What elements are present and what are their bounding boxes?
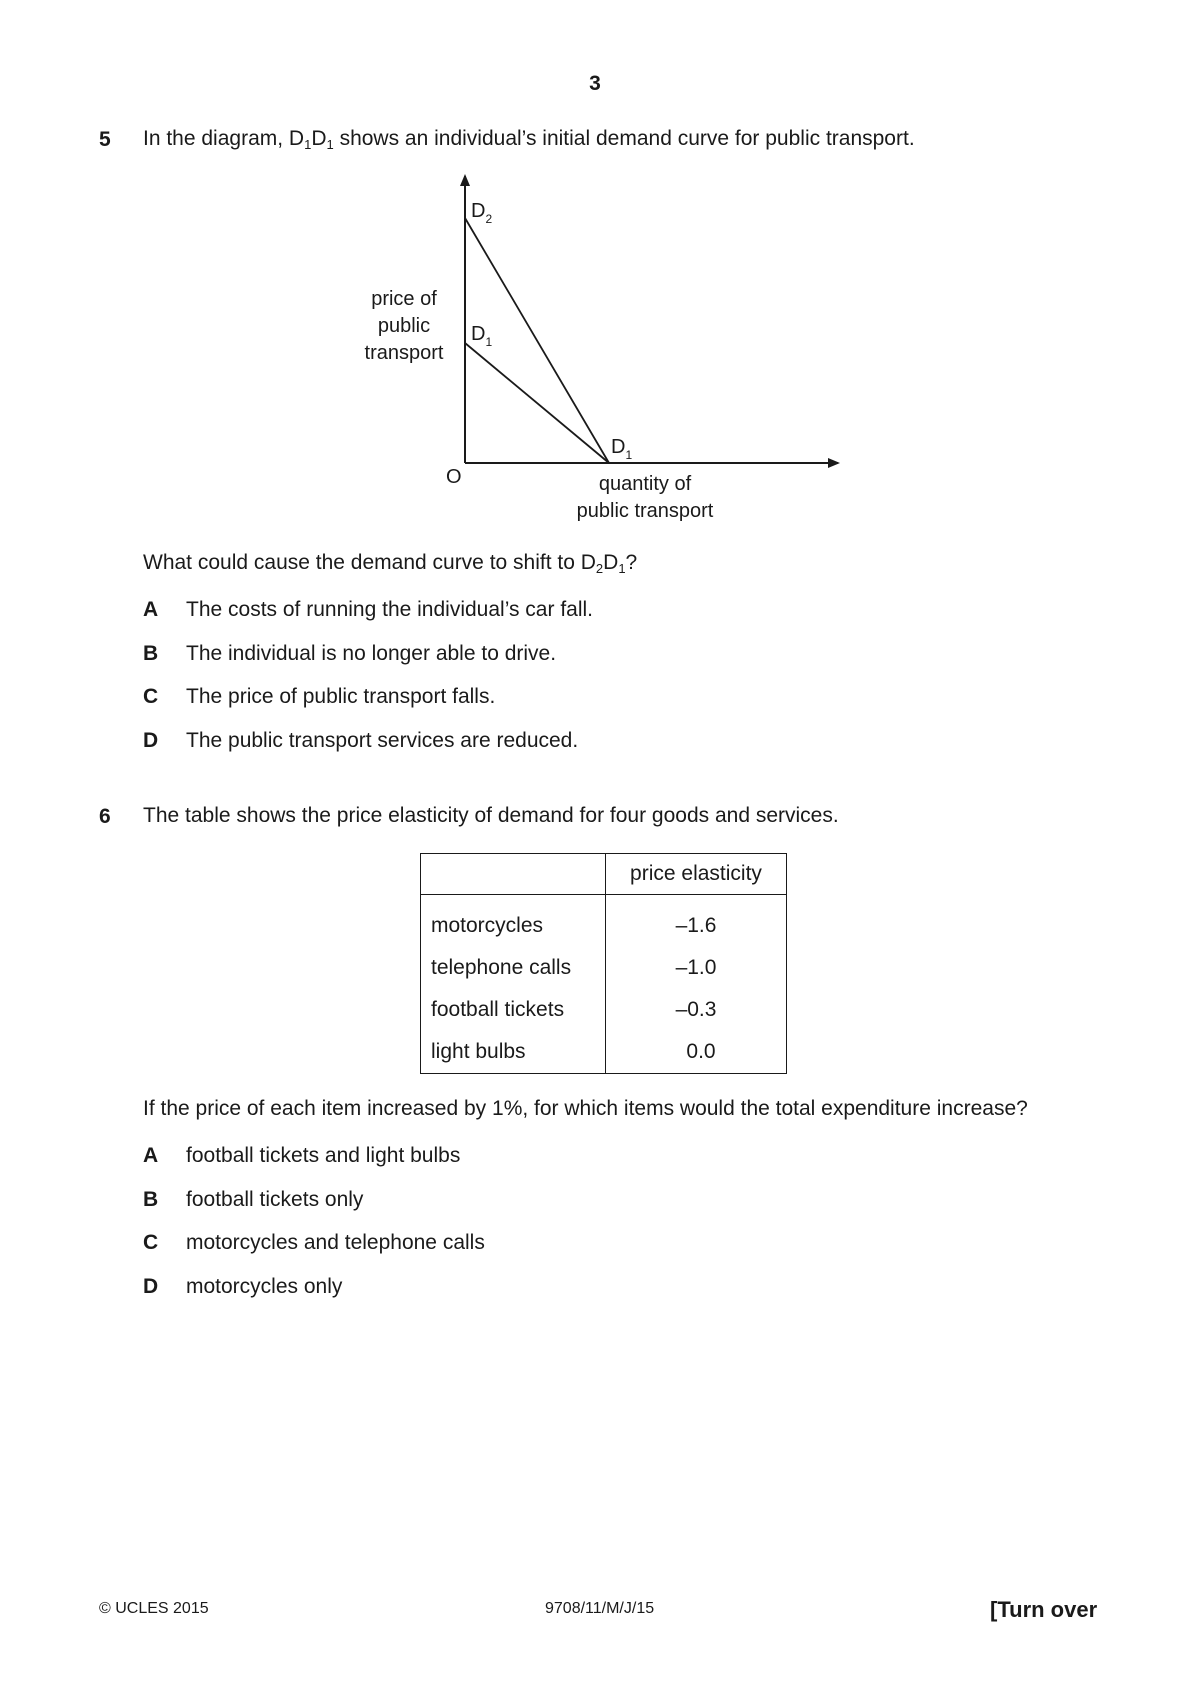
price-axis-label-line-2: public (377, 315, 431, 337)
quantity-axis-label-line-1: quantity of (598, 473, 692, 495)
table-row (421, 989, 787, 1031)
table-header-blank (421, 854, 606, 895)
table-header-row (421, 854, 787, 895)
label-d2: $D_2$ (471, 200, 493, 226)
demand-diagram (0, 0, 1190, 540)
table-cell-value: –1.6 (606, 895, 787, 948)
page-number: 3 (589, 72, 601, 95)
question-5-prompt: What could cause the demand curve to shift to $D_2D_1$? (143, 551, 638, 576)
question-5-number: 5 (99, 128, 111, 151)
table-cell-value: –1.0 (606, 947, 787, 989)
footer-paper-code: 9708/11/M/J/15 (545, 1600, 655, 1617)
table-row (421, 895, 787, 948)
quantity-axis-label-line-2: public transport (576, 500, 714, 522)
turn-over-label: [Turn over (990, 1597, 1098, 1622)
elasticity-table (420, 853, 787, 1074)
price-axis-label-line-1: price of (371, 288, 437, 310)
table-cell-item: telephone calls (421, 947, 606, 989)
label-d1-top: $D_1$ (471, 323, 493, 349)
table-cell-item: football tickets (421, 989, 606, 1031)
table-row (421, 1031, 787, 1074)
question-6-number: 6 (99, 805, 111, 828)
demand-curve-d1d1 (465, 343, 609, 463)
table-header-price-elasticity: price elasticity (606, 854, 787, 895)
question-6-stem: The table shows the price elasticity of demand for four goods and services. (143, 804, 839, 827)
question-6-prompt: If the price of each item increased by 1%, for which items would the total expenditure increase? (143, 1097, 1028, 1120)
table-cell-value: –0.3 (606, 989, 787, 1031)
question-5-stem: In the diagram, $D_1D_1$ shows an individual’s initial demand curve for public transport. (143, 127, 915, 152)
table-cell-value: 0.0 (606, 1031, 787, 1074)
table-cell-item: motorcycles (421, 895, 606, 948)
table-row (421, 947, 787, 989)
origin-label: O (446, 466, 462, 488)
price-axis-label-line-3: transport (364, 342, 444, 364)
table-cell-item: light bulbs (421, 1031, 606, 1074)
footer-copyright: © UCLES 2015 (99, 1600, 209, 1617)
label-d1-bottom: $D_1$ (611, 436, 633, 462)
